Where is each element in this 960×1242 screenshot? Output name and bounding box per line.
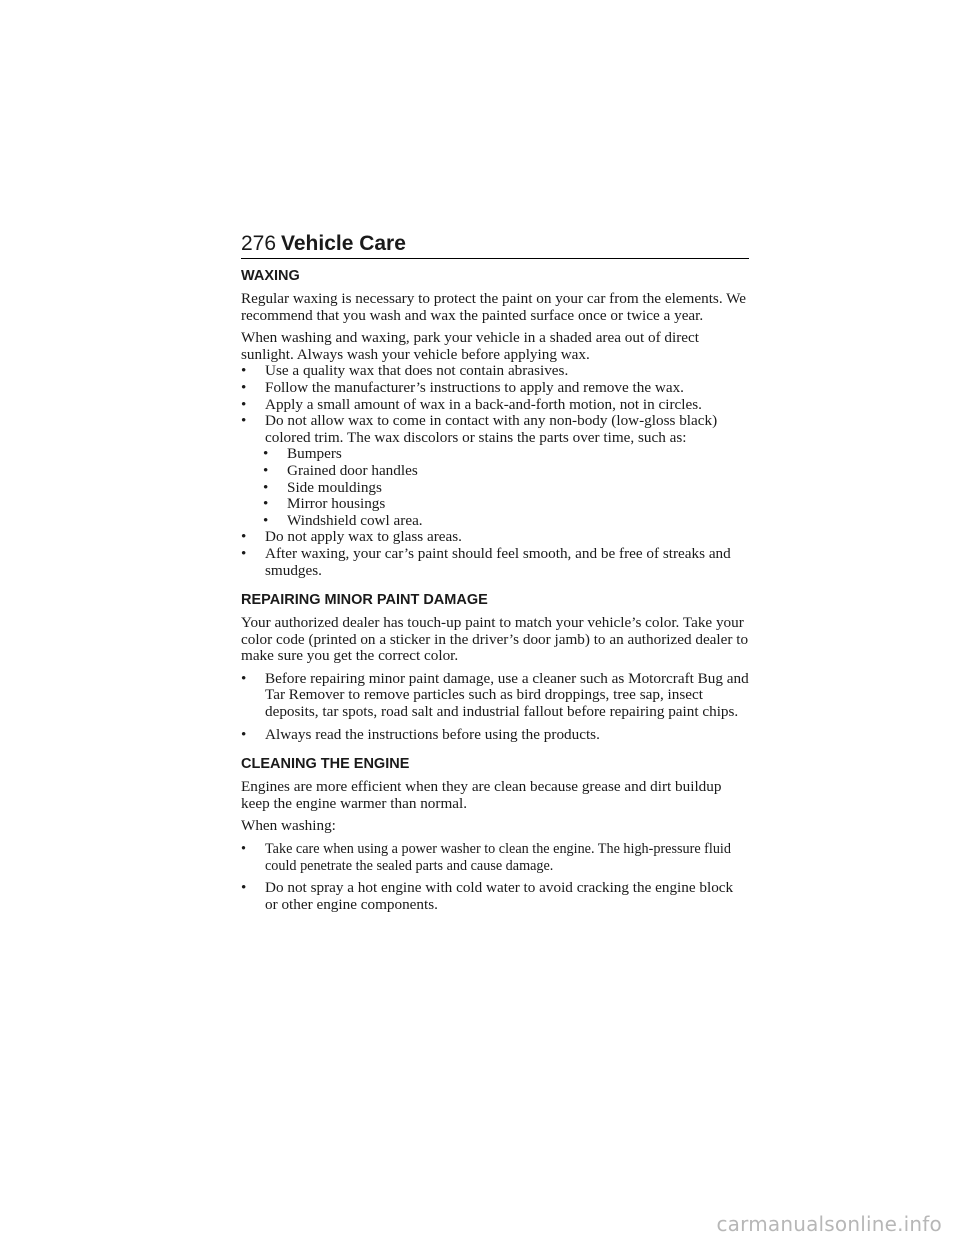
list-item-text: Apply a small amount of wax in a back-and-forth motion, not in circles.: [265, 395, 702, 413]
bullet-icon: •: [263, 461, 269, 479]
bullet-icon: •: [263, 511, 269, 529]
list-item: [241, 671, 749, 721]
list-item: [241, 397, 749, 414]
sub-bullet-list: [241, 446, 749, 529]
list-item: [241, 727, 749, 744]
list-item-text: After waxing, your car’s paint should feel smooth, and be free of streaks and smudges.: [265, 544, 731, 579]
section-cleaning-engine: [241, 755, 749, 913]
bullet-icon: •: [241, 362, 247, 380]
paragraph: Your authorized dealer has touch-up paint to match your vehicle’s color. Take your color code (printed on a sticker in the driver’s door jamb) to an authorized dealer to make sure you get the correct color.: [241, 614, 749, 665]
list-item-text: Use a quality wax that does not contain abrasives.: [265, 362, 569, 380]
list-item: [241, 380, 749, 397]
paragraph: Engines are more efficient when they are clean because grease and dirt buildup keep the engine warmer than normal.: [241, 778, 722, 812]
bullet-icon: •: [241, 412, 247, 430]
section-heading-engine: CLEANING THE ENGINE: [241, 756, 410, 773]
list-item: [241, 363, 749, 380]
bullet-icon: •: [241, 879, 247, 897]
list-item-text: Do not allow wax to come in contact with any non-body (low-gloss black) colored trim. The wax discolors or stains the parts over time, such as:: [265, 412, 718, 446]
paragraph: When washing:: [241, 817, 336, 835]
section-waxing: [241, 267, 749, 579]
list-item-text: Follow the manufacturer’s instructions to apply and remove the wax.: [265, 378, 684, 396]
list-item-text: Do not apply wax to glass areas.: [265, 528, 462, 546]
paragraph: When washing and waxing, park your vehicle in a shaded area out of direct sunlight. Always wash your vehicle before applying wax.: [241, 329, 699, 363]
bullet-icon: •: [241, 669, 247, 687]
list-item: [241, 880, 749, 913]
list-item-text: Do not spray a hot engine with cold water to avoid cracking the engine block or other engine components.: [265, 879, 734, 913]
bullet-list: [241, 529, 749, 579]
section-paint-damage: [241, 591, 749, 743]
list-item: [241, 496, 749, 513]
page-header: [241, 232, 749, 259]
list-item: [241, 463, 749, 480]
bullet-icon: •: [241, 841, 246, 858]
watermark: carmanualsonline.info: [716, 1212, 942, 1236]
page-number: 276: [241, 232, 277, 255]
section-heading-waxing: WAXING: [241, 268, 300, 284]
bullet-list: [241, 671, 749, 743]
list-item: [241, 841, 749, 874]
bullet-icon: •: [241, 378, 247, 396]
list-item: [241, 446, 749, 463]
list-item-text: Grained door handles: [287, 461, 418, 479]
page-title: Vehicle Care: [281, 232, 406, 255]
list-item-text: Bumpers: [287, 445, 342, 463]
bullet-icon: •: [241, 725, 247, 743]
list-item-text: Side mouldings: [287, 478, 382, 496]
list-item-text: Take care when using a power washer to clean the engine. The high-pressure fluid could penetrate the sealed parts and cause damage.: [265, 841, 731, 874]
list-item: [241, 546, 749, 579]
list-item: [241, 529, 749, 546]
bullet-icon: •: [241, 395, 247, 413]
bullet-icon: •: [263, 445, 269, 463]
bullet-icon: •: [263, 495, 269, 513]
bullet-list: [241, 841, 749, 913]
manual-page: [241, 232, 749, 913]
paragraph: Regular waxing is necessary to protect the paint on your car from the elements. We recommend that you wash and wax the painted surface once or twice a year.: [241, 290, 747, 324]
list-item: [241, 413, 749, 446]
bullet-list: [241, 363, 749, 446]
bullet-icon: •: [263, 478, 269, 496]
bullet-icon: •: [241, 544, 247, 562]
section-heading-paint: REPAIRING MINOR PAINT DAMAGE: [241, 592, 488, 609]
list-item-text: Always read the instructions before using the products.: [265, 725, 600, 743]
list-item-text: Mirror housings: [287, 495, 386, 513]
list-item-text: Windshield cowl area.: [287, 511, 423, 529]
list-item: [241, 513, 749, 530]
list-item: [241, 480, 749, 497]
bullet-icon: •: [241, 528, 247, 546]
list-item-text: Before repairing minor paint damage, use a cleaner such as Motorcraft Bug and Tar Remover to remove particles such as bird droppings, tree sap, insect deposits, tar spots, road salt and industrial fallout before repairing paint chips.: [265, 669, 749, 721]
